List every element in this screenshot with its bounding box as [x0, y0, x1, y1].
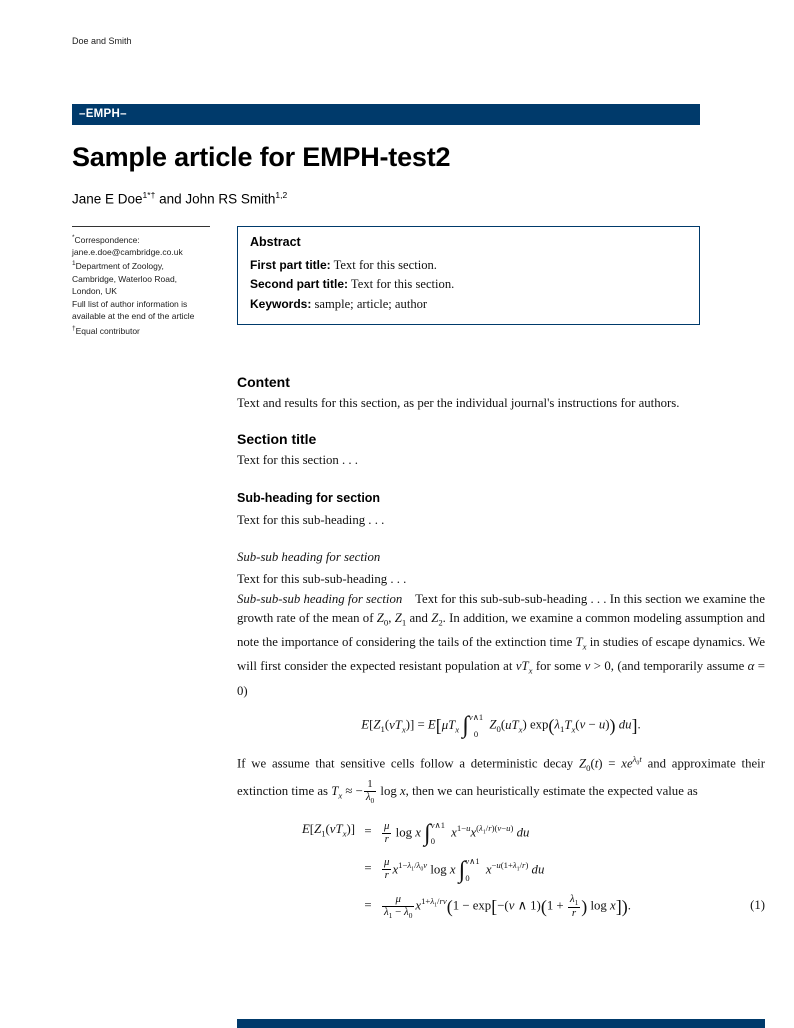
equation-lhs: $E[Z_1(vT_x)]$ — [301, 822, 355, 839]
author-notes — [72, 226, 210, 337]
equation-lhs — [237, 887, 355, 924]
abstract-keywords-text: sample; article; author — [311, 296, 428, 311]
journal-banner-label: –EMPH– — [79, 108, 127, 120]
author-info-note-1: Full list of author information is — [72, 298, 188, 309]
equation-rhs: $\frac{\mu}{r}$ log x ∫ v∧1 0 $x^{1-u}x^{(\lambda_1/r)(v-u)}$ du — [384, 819, 530, 847]
equation-lhs — [237, 851, 355, 888]
abstract-second-part — [250, 275, 687, 295]
author-info-note-2: available at the end of the article — [72, 311, 195, 322]
equation-number: (1) — [750, 898, 765, 913]
affiliation-line-2: Cambridge, Waterloo Road, — [72, 273, 178, 284]
equation-number — [731, 851, 765, 888]
abstract-heading: Abstract — [250, 234, 301, 249]
paragraph-subsubsection: Text for this sub-sub-heading . . . — [237, 571, 407, 586]
authors-line: Jane E Doe$^{1*\dagger}$ and John RS Smith$^{1,2}$ — [72, 190, 288, 207]
abstract-box — [237, 226, 700, 326]
running-head: Doe and Smith — [72, 36, 132, 46]
section-heading-content: Content — [237, 373, 290, 390]
affiliation-line-1: $^1$Department of Zoology, — [72, 260, 164, 272]
correspondence-label: *Correspondence: — [72, 233, 140, 245]
equation-row-1 — [237, 814, 765, 851]
paragraph-section: Text for this section . . . — [237, 452, 359, 467]
section-heading-title: Section title — [237, 430, 317, 447]
abstract-first-part — [250, 256, 687, 276]
abstract-first-part-text: Text for this section. — [330, 257, 437, 272]
journal-banner — [72, 104, 700, 125]
article-body — [237, 374, 765, 925]
equation-rhs: $\frac{\mu}{r}$ $x^{1-\lambda_1/\lambda_0v}$ log x ∫ v∧1 0 $x^{-u(1+\lambda_1/r)}$ du — [384, 856, 545, 883]
paragraph-subsection: Text for this sub-heading . . . — [237, 512, 385, 527]
equals-sign: = — [364, 861, 372, 876]
equals-sign: = — [364, 824, 372, 839]
paragraph-estimate: If we assume that sensitive cells follow a deterministic decay $Z_0(t) = xe^{\lambda_0t}$ and approximate their extinction time as $T_x$ ≈ − $\frac{1}{\lambda_0}$ log x, then we can heuristically estimate the expected value as — [237, 754, 765, 805]
abstract-first-part-label: First part title: — [250, 257, 331, 272]
equation-array — [237, 814, 765, 925]
abstract-second-part-text: Text for this section. — [348, 277, 455, 291]
subsubsection-heading: Sub-sub heading for section — [237, 550, 381, 565]
paragraph-subsubsub: Sub-sub-sub heading for section Text for this sub-sub-sub-heading . . . In this section we examine the growth rate of the mean of $Z_0$, $Z_1$ and $Z_2$. In addition, we examine a common modeling assumption and note the importance of considering the tails of the extinction time $T_x$ in studies of escape dynamics. We will first consider the expected resistant population at $vT_x$ for some v > 0, (and temporarily assume α = 0) — [237, 591, 765, 698]
abstract-keywords — [250, 295, 687, 315]
paragraph-content: Text and results for this section, as per the individual journal's instructions for authors. — [237, 395, 680, 410]
equation-rhs: $\frac{\mu}{\lambda_1 - \lambda_0}$ $x^{1+\lambda_1/rv}(1 - \exp[-(v$ ∧ 1)(1 + $\frac{\lambda_1}{r}$ ) log x]). — [384, 892, 631, 920]
abstract-second-part-label: Second part title: — [250, 277, 349, 291]
equal-contributor-note: †Equal contributor — [72, 324, 140, 336]
display-equation: $E[Z_1(vT_x)] = E[\mu T_x$ ∫ v∧1 0 $Z_0(uT_x) \exp(\lambda_1T_x(v - u))$ du]. — [361, 712, 641, 739]
equals-sign: = — [364, 898, 372, 913]
subsection-heading: Sub-heading for section — [237, 491, 381, 506]
author-notes-and-abstract — [72, 226, 765, 337]
equation-row-2 — [237, 851, 765, 888]
correspondence-email[interactable]: jane.e.doe@cambridge.co.uk — [72, 246, 183, 257]
affiliation-line-3: London, UK — [72, 286, 117, 297]
equation-row-3 — [237, 887, 765, 924]
equation-number — [731, 814, 765, 851]
abstract-keywords-label: Keywords: — [250, 296, 312, 311]
footer-bar — [237, 1019, 765, 1028]
article-title: Sample article for EMPH-test2 — [72, 142, 451, 172]
